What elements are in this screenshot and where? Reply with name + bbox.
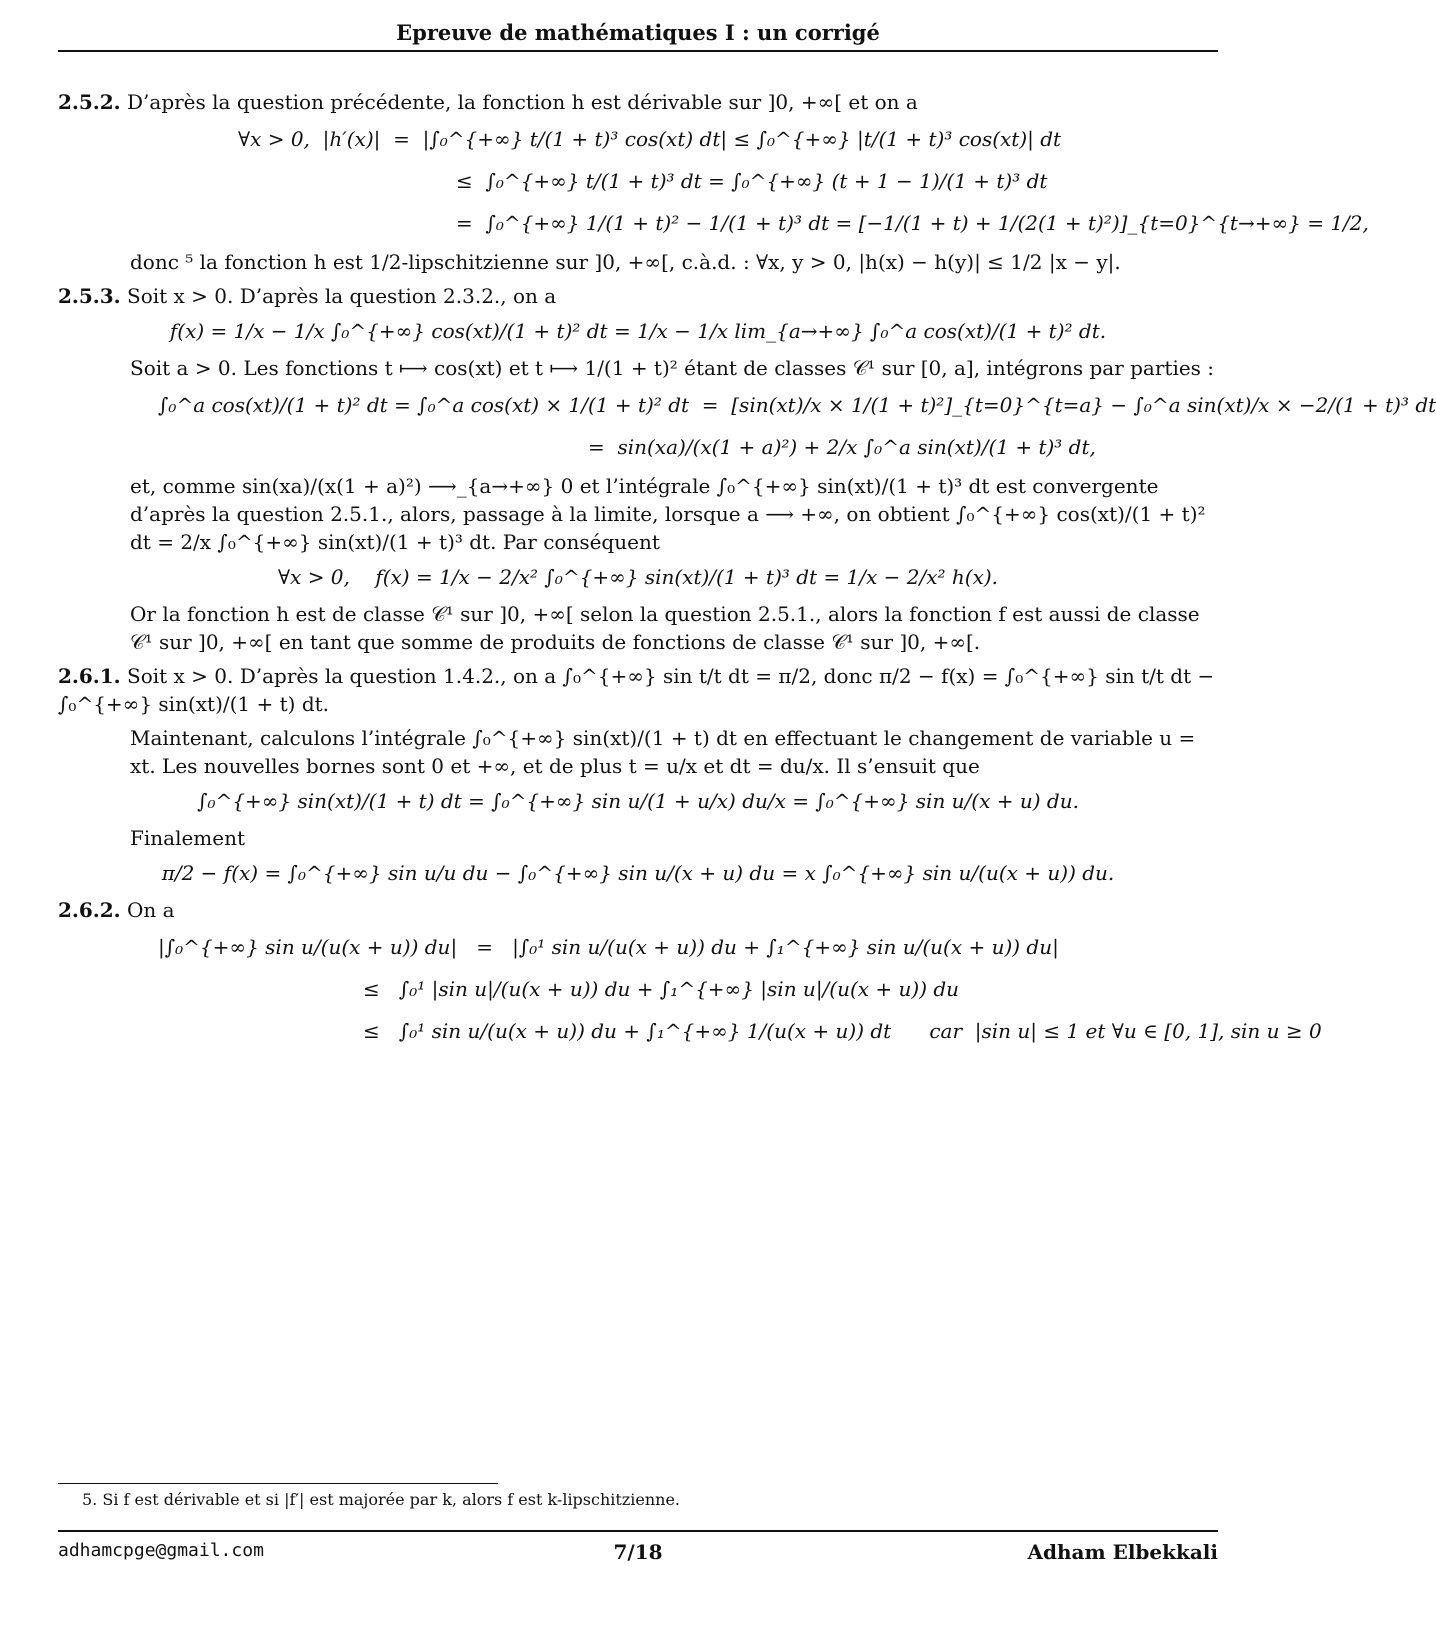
footer-email: adhamcpge@gmail.com [58, 1540, 264, 1561]
section-2-5-3 [58, 282, 1218, 310]
section-2-5-2 [58, 88, 1218, 116]
equation-line: ∫₀^a cos(xt)/(1 + t)² dt = ∫₀^a cos(xt) × 1/(1 + t)² dt = [sin(xt)/x × 1/(1 + t)²]_{t=0}^{t=a} − ∫₀^a sin(xt)/x × −2/(1 + t)³ dt [158, 393, 1436, 417]
equation-line: = ∫₀^{+∞} 1/(1 + t)² − 1/(1 + t)³ dt = [−1/(1 + t) + 1/(2(1 + t)²)]_{t=0}^{t→+∞} = 1/2, [456, 211, 1369, 235]
footer-rule [58, 1530, 1218, 1532]
document-body [58, 88, 1436, 1056]
equation-line: ∀x > 0, |h′(x)| = |∫₀^{+∞} t/(1 + t)³ cos(xt) dt| ≤ ∫₀^{+∞} |t/(1 + t)³ cos(xt)| dt [238, 127, 1062, 151]
footnote: 5. Si f est dérivable et si |f′| est majorée par k, alors f est k-lipschitzienne. [82, 1490, 680, 1509]
section-2-6-2 [58, 896, 1218, 924]
section-2-6-1 [58, 662, 1218, 718]
question-number: 2.5.3. [58, 284, 121, 308]
paragraph-text: Soit x > 0. D’après la question 2.3.2., on a [127, 284, 557, 308]
equation-line: ≤ ∫₀¹ |sin u|/(u(x + u)) du + ∫₁^{+∞} |sin u|/(u(x + u)) du [363, 977, 960, 1001]
question-number: 2.5.2. [58, 90, 121, 114]
paragraph-text: D’après la question précédente, la fonction h est dérivable sur ]0, +∞[ et on a [127, 90, 918, 114]
paragraph-text: On a [127, 898, 175, 922]
footnote-rule [58, 1483, 498, 1484]
question-number: 2.6.1. [58, 664, 121, 688]
paragraph: Soit a > 0. Les fonctions t ⟼ cos(xt) et t ⟼ 1/(1 + t)² étant de classes 𝒞¹ sur [0, a], intégrons par parties : [130, 356, 1215, 380]
paragraph: Or la fonction h est de classe 𝒞¹ sur ]0, +∞[ selon la question 2.5.1., alors la fonction f est aussi de classe 𝒞¹ sur ]0, +∞[ en tant que somme de produits de fonctions de classe 𝒞¹ sur ]0, +∞[. [130, 602, 1200, 654]
equation-line: ≤ ∫₀¹ sin u/(u(x + u)) du + ∫₁^{+∞} 1/(u(x + u)) dt car |sin u| ≤ 1 et ∀u ∈ [0, 1], sin u ≥ 0 [363, 1019, 1322, 1043]
footer-page-number: 7/18 [613, 1540, 663, 1564]
paragraph-text: Soit x > 0. D’après la question 1.4.2., on a ∫₀^{+∞} sin t/t dt = π/2, donc π/2 − f(x) = ∫₀^{+∞} sin t/t dt − ∫₀^{+∞} sin(xt)/(1 + t) dt. [58, 664, 1215, 716]
paragraph: donc ⁵ la fonction h est 1/2-lipschitzienne sur ]0, +∞[, c.à.d. : ∀x, y > 0, |h(x) − h(y)| ≤ 1/2 |x − y|. [130, 250, 1121, 274]
paragraph: Maintenant, calculons l’intégrale ∫₀^{+∞} sin(xt)/(1 + t) dt en effectuant le changement de variable u = xt. Les nouvelles bornes sont 0 et +∞, et de plus t = u/x et dt = du/x. Il s’ensuit que [130, 726, 1196, 778]
equation-line: ∀x > 0, f(x) = 1/x − 2/x² ∫₀^{+∞} sin(xt)/(1 + t)³ dt = 1/x − 2/x² h(x). [277, 565, 999, 589]
equation-line: = sin(xa)/(x(1 + a)²) + 2/x ∫₀^a sin(xt)/(1 + t)³ dt, [588, 435, 1096, 459]
header-rule [58, 50, 1218, 52]
equation-line: |∫₀^{+∞} sin u/(u(x + u)) du| = |∫₀¹ sin u/(u(x + u)) du + ∫₁^{+∞} sin u/(u(x + u)) du| [158, 935, 1059, 959]
equation-line: ∫₀^{+∞} sin(xt)/(1 + t) dt = ∫₀^{+∞} sin u/(1 + u/x) du/x = ∫₀^{+∞} sin u/(x + u) du. [197, 789, 1079, 813]
paragraph: Finalement [130, 826, 246, 850]
footer-author: Adham Elbekkali [1027, 1540, 1218, 1564]
paragraph: et, comme sin(xa)/(x(1 + a)²) ⟶_{a→+∞} 0 et l’intégrale ∫₀^{+∞} sin(xt)/(1 + t)³ dt est convergente d’après la question 2.5.1., alors, passage à la limite, lorsque a ⟶ +∞, on obtient ∫₀^{+∞} cos(xt)/(1 + t)² dt = 2/x ∫₀^{+∞} sin(xt)/(1 + t)³ dt. Par conséquent [130, 474, 1206, 554]
page-header-title: Epreuve de mathématiques I : un corrigé [396, 20, 880, 45]
equation-line: f(x) = 1/x − 1/x ∫₀^{+∞} cos(xt)/(1 + t)² dt = 1/x − 1/x lim_{a→+∞} ∫₀^a cos(xt)/(1 + t)² dt. [169, 319, 1107, 343]
question-number: 2.6.2. [58, 898, 121, 922]
equation-line: ≤ ∫₀^{+∞} t/(1 + t)³ dt = ∫₀^{+∞} (t + 1 − 1)/(1 + t)³ dt [456, 169, 1048, 193]
equation-line: π/2 − f(x) = ∫₀^{+∞} sin u/u du − ∫₀^{+∞} sin u/(x + u) du = x ∫₀^{+∞} sin u/(u(x + u)) du. [161, 861, 1115, 885]
